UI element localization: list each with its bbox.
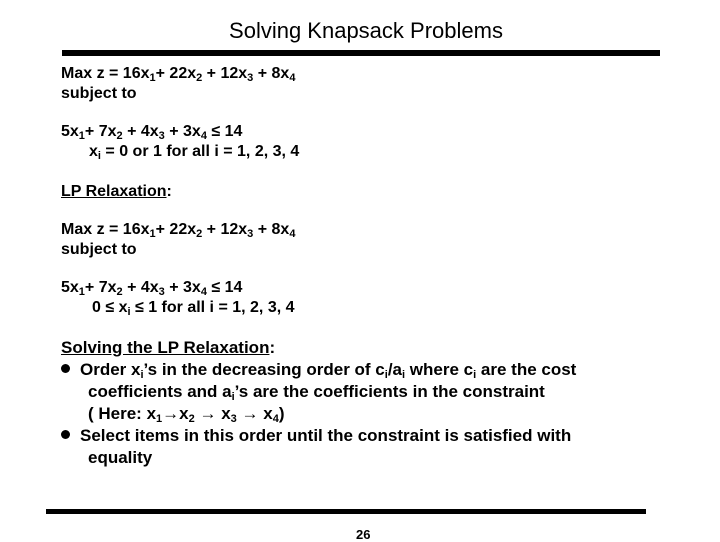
ip-objective: Max $z = 16x_1+ 22x_2 + 12x_3 + 8x_4$ — [61, 65, 296, 84]
lp-domain: $0 \le x_i \le 1$ for all i = 1, 2, 3, 4 — [92, 299, 295, 318]
ip-constraint: $5x_1+ 7x_2 + 4x_3 + 3x_4 \le 14$ — [61, 123, 243, 142]
top-rule — [62, 50, 660, 56]
page-number: 26 — [356, 527, 371, 542]
solving-heading: Solving the LP Relaxation: — [61, 338, 276, 357]
lp-heading: LP Relaxation: — [61, 183, 172, 200]
bullet-icon — [61, 430, 70, 439]
solving-bullet-1-line-2: coefficients and $a_i’s$ are the coefficients in the constraint — [88, 382, 545, 403]
slide-title: Solving Knapsack Problems — [229, 18, 503, 43]
bottom-rule — [46, 509, 646, 514]
lp-subject-to: subject to — [61, 241, 137, 258]
lp-constraint: $5x_1+ 7x_2 + 4x_3 + 3x_4 \le 14$ — [61, 279, 243, 298]
lp-objective: Max $z = 16x_1+ 22x_2 + 12x_3 + 8x_4$ — [61, 221, 296, 240]
solving-bullet-1-line-3: ( Here: $x_1\to x_2 \to x_3 \to x_4$) — [88, 404, 285, 425]
ip-domain: $x_i = 0$ or 1 for all i = 1, 2, 3, 4 — [89, 143, 300, 162]
solving-bullet-2: Select items in this order until the constraint is satisfied with — [61, 425, 571, 447]
ip-subject-to: subject to — [61, 85, 137, 102]
solving-bullet-1: Order $x_i’s$ in the decreasing order of $c_i/a_i$ where $c_i$ are the cost — [61, 359, 576, 381]
bullet-icon — [61, 364, 70, 373]
solving-bullet-2-line-2: equality — [88, 448, 153, 467]
